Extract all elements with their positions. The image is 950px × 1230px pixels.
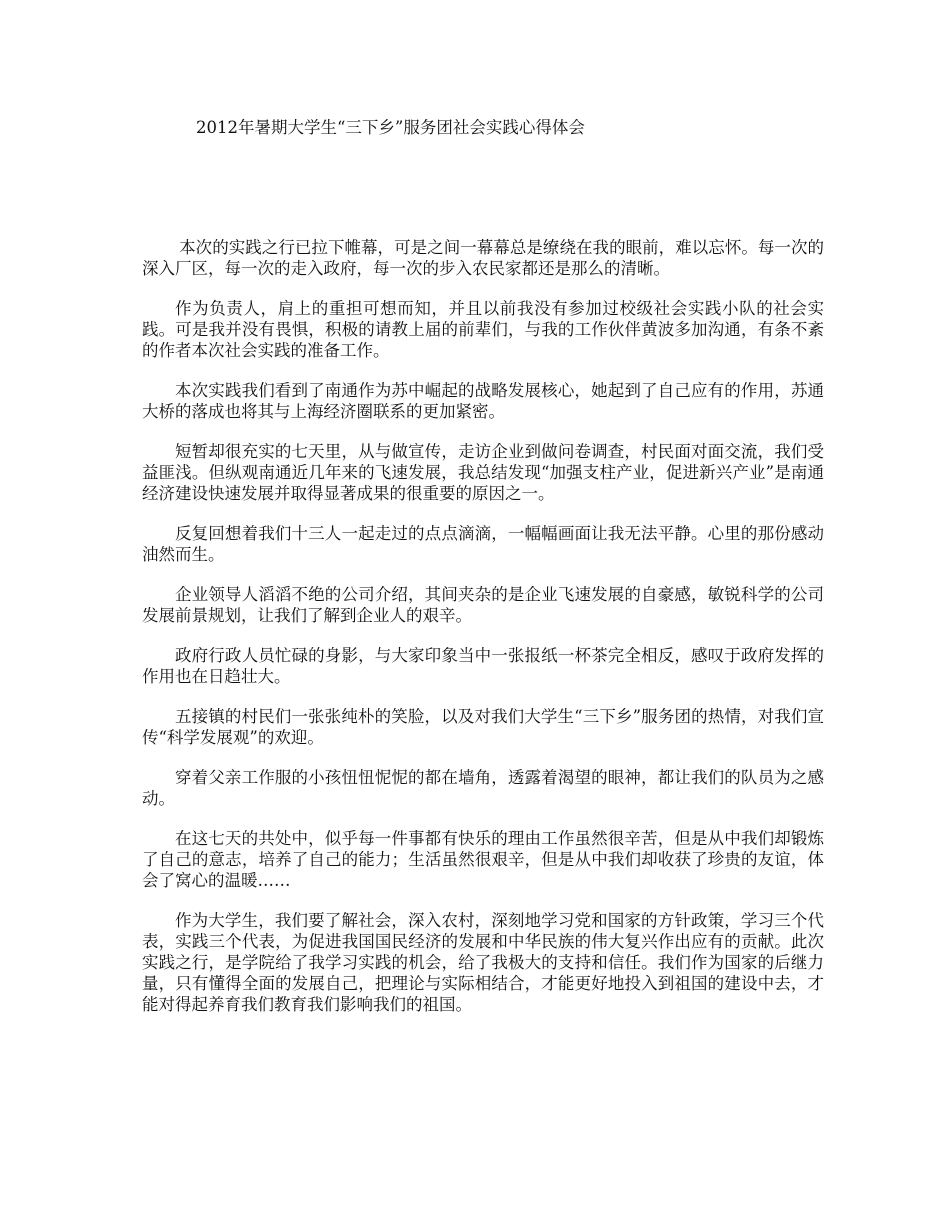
paragraph-9: 穿着父亲工作服的小孩忸忸怩怩的都在墙角，透露着渴望的眼神，都让我们的队员为之感动。 xyxy=(142,768,824,808)
paragraph-6: 企业领导人滔滔不绝的公司介绍，其间夹杂的是企业飞速发展的自豪感，敏锐科学的公司发展前景规划，让我们了解到企业人的艰辛。 xyxy=(142,585,824,625)
paragraph-4: 短暂却很充实的七天里，从与做宣传，走访企业到做问卷调查，村民面对面交流，我们受益匪浅。但纵观南通近几年来的飞速发展，我总结发现“加强支柱产业，促进新兴产业”是南通经济建设快速发展并取得显著成果的很重要的原因之一。 xyxy=(142,442,824,503)
paragraph-3: 本次实践我们看到了南通作为苏中崛起的战略发展核心，她起到了自己应有的作用，苏通大桥的落成也将其与上海经济圈联系的更加紧密。 xyxy=(142,381,824,421)
document-title: 2012年暑期大学生“三下乡”服务团社会实践心得体会 xyxy=(196,118,585,137)
paragraph-8: 五接镇的村民们一张张纯朴的笑脸，以及对我们大学生“三下乡”服务团的热情，对我们宣传“科学发展观”的欢迎。 xyxy=(142,707,824,747)
paragraph-1: 本次的实践之行已拉下帷幕，可是之间一幕幕总是缭绕在我的眼前，难以忘怀。每一次的深入厂区，每一次的走入政府，每一次的步入农民家都还是那么的清晰。 xyxy=(142,238,824,278)
document-body xyxy=(142,237,824,1034)
paragraph-11: 作为大学生，我们要了解社会，深入农村，深刻地学习党和国家的方针政策，学习三个代表，实践三个代表，为促进我国国民经济的发展和中华民族的伟大复兴作出应有的贡献。此次实践之行，是学院给了我学习实践的机会，给了我极大的支持和信任。我们作为国家的后继力量，只有懂得全面的发展自己，把理论与实际相结合，才能更好地投入到祖国的建设中去，才能对得起养育我们教育我们影响我们的祖国。 xyxy=(142,911,824,1014)
paragraph-5: 反复回想着我们十三人一起走过的点点滴滴，一幅幅画面让我无法平静。心里的那份感动油然而生。 xyxy=(142,524,824,564)
paragraph-7: 政府行政人员忙碌的身影，与大家印象当中一张报纸一杯茶完全相反，感叹于政府发挥的作用也在日趋壮大。 xyxy=(142,646,824,686)
paragraph-2: 作为负责人，肩上的重担可想而知，并且以前我没有参加过校级社会实践小队的社会实践。可是我并没有畏惧，积极的请教上届的前辈们，与我的工作伙伴黄波多加沟通，有条不紊的作者本次社会实践的准备工作。 xyxy=(142,299,824,360)
paragraph-10: 在这七天的共处中，似乎每一件事都有快乐的理由工作虽然很辛苦，但是从中我们却锻炼了自己的意志，培养了自己的能力；生活虽然很艰辛，但是从中我们却收获了珍贵的友谊，体会了窝心的温暖…… xyxy=(142,829,824,890)
